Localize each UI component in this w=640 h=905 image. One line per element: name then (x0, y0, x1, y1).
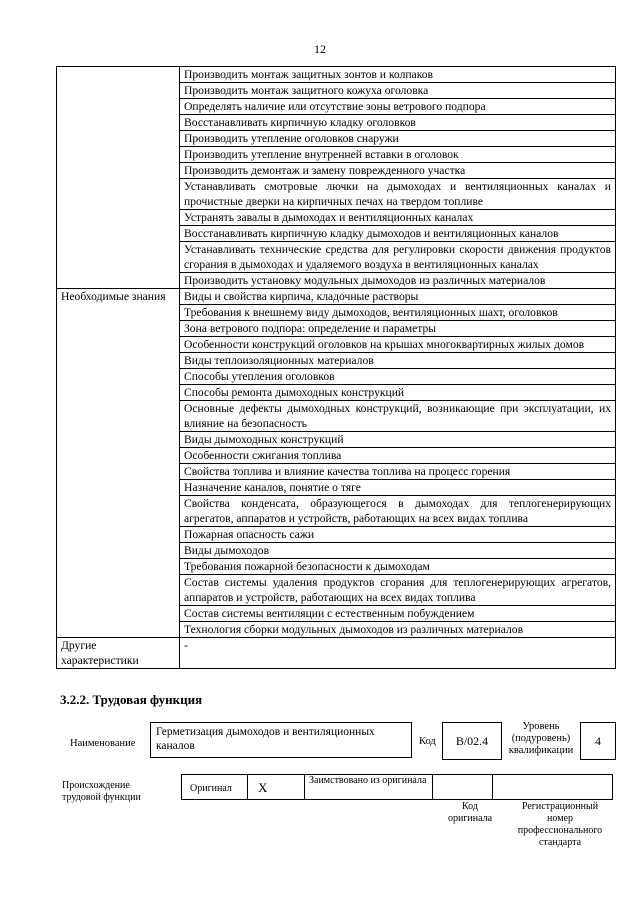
function-name: Герметизация дымоходов и вентиляционных каналов (156, 726, 375, 752)
code-box (442, 722, 502, 760)
code-original-label: Код оригинала (447, 801, 493, 824)
knowledge-row: Виды теплоизоляционных материалов (180, 353, 616, 369)
empty-label-cell (57, 67, 180, 289)
knowledge-label: Необходимые знания (57, 289, 180, 638)
skill-row: Восстанавливать кирпичную кладку оголовков (180, 115, 616, 131)
other-value: - (180, 638, 616, 669)
knowledge-row: Назначение каналов, понятие о тяге (180, 480, 616, 496)
knowledge-row: Способы ремонта дымоходных конструкций (180, 385, 616, 401)
code-value: В/02.4 (455, 734, 489, 748)
skill-row: Производить утепление внутренней вставки в оголовок (180, 147, 616, 163)
reg-number-label: Регистрационный номер профессионального стандарта (517, 801, 603, 848)
skills-knowledge-table (56, 66, 616, 669)
section-title: 3.2.2. Трудовая функция (60, 692, 203, 707)
level-value: 4 (595, 734, 601, 748)
knowledge-row: Состав системы вентиляции с естественным побуждением (180, 606, 616, 622)
name-label: Наименование (70, 738, 136, 749)
function-name-box (150, 722, 412, 758)
table-row (57, 638, 616, 669)
knowledge-row: Особенности сжигания топлива (180, 448, 616, 464)
knowledge-row: Виды дымоходов (180, 543, 616, 559)
knowledge-row: Свойства топлива и влияние качества топлива на процесс горения (180, 464, 616, 480)
code-label: Код (419, 736, 436, 747)
skill-row: Устанавливать технические средства для регулировки скорости движения продуктов сгорания в дымоходах и удаляемого воздуха в вентиляционных каналах (180, 242, 616, 273)
knowledge-row: Состав системы удаления продуктов сгорания для теплогенерирующих агрегатов, аппаратов и устройств, работающих на всех видах топлива (180, 575, 616, 606)
level-box (580, 722, 616, 760)
level-label: Уровень (подуровень) квалификации (508, 721, 574, 756)
skill-row: Производить установку модульных дымоходов из различных материалов (180, 273, 616, 289)
skill-row: Устанавливать смотровые лючки на дымоходах и вентиляционных каналах и прочистные дверки на кирпичных печах на твердом топливе (180, 179, 616, 210)
knowledge-row: Виды и свойства кирпича, кладочные растворы (180, 289, 616, 305)
knowledge-row: Пожарная опасность сажи (180, 527, 616, 543)
skill-row: Производить монтаж защитных зонтов и колпаков (180, 67, 616, 83)
knowledge-row: Способы утепления оголовков (180, 369, 616, 385)
origin-label: Происхождение трудовой функции (62, 780, 141, 803)
skill-row: Восстанавливать кирпичную кладку дымоходов и вентиляционных каналов (180, 226, 616, 242)
knowledge-row: Зона ветрового подпора: определение и параметры (180, 321, 616, 337)
knowledge-row: Особенности конструкций оголовков на крышах многоквартирных жилых домов (180, 337, 616, 353)
knowledge-row: Виды дымоходных конструкций (180, 432, 616, 448)
table-row (57, 67, 616, 83)
skill-row: Производить утепление оголовков снаружи (180, 131, 616, 147)
skill-row: Производить демонтаж и замену поврежденного участка (180, 163, 616, 179)
knowledge-row: Требования пожарной безопасности к дымоходам (180, 559, 616, 575)
original-mark: X (258, 780, 268, 795)
knowledge-row: Технология сборки модульных дымоходов из различных материалов (180, 622, 616, 638)
knowledge-row: Свойства конденсата, образующегося в дымоходах для теплогенерирующих агрегатов, аппаратов и устройств, работающих на всех видах топлива (180, 496, 616, 527)
page-number: 12 (314, 42, 326, 56)
skill-row: Определять наличие или отсутствие зоны ветрового подпора (180, 99, 616, 115)
skill-row: Устранять завалы в дымоходах и вентиляционных каналах (180, 210, 616, 226)
skill-row: Производить монтаж защитного кожуха оголовка (180, 83, 616, 99)
knowledge-row: Требования к внешнему виду дымоходов, вентиляционных шахт, оголовков (180, 305, 616, 321)
knowledge-row: Основные дефекты дымоходных конструкций, возникающие при эксплуатации, их влияние на безопасность (180, 401, 616, 432)
original-label: Оригинал (190, 783, 232, 794)
borrowed-label: Заимствовано из оригинала (309, 775, 427, 786)
table-row (57, 289, 616, 305)
other-label: Другие характеристики (57, 638, 180, 669)
